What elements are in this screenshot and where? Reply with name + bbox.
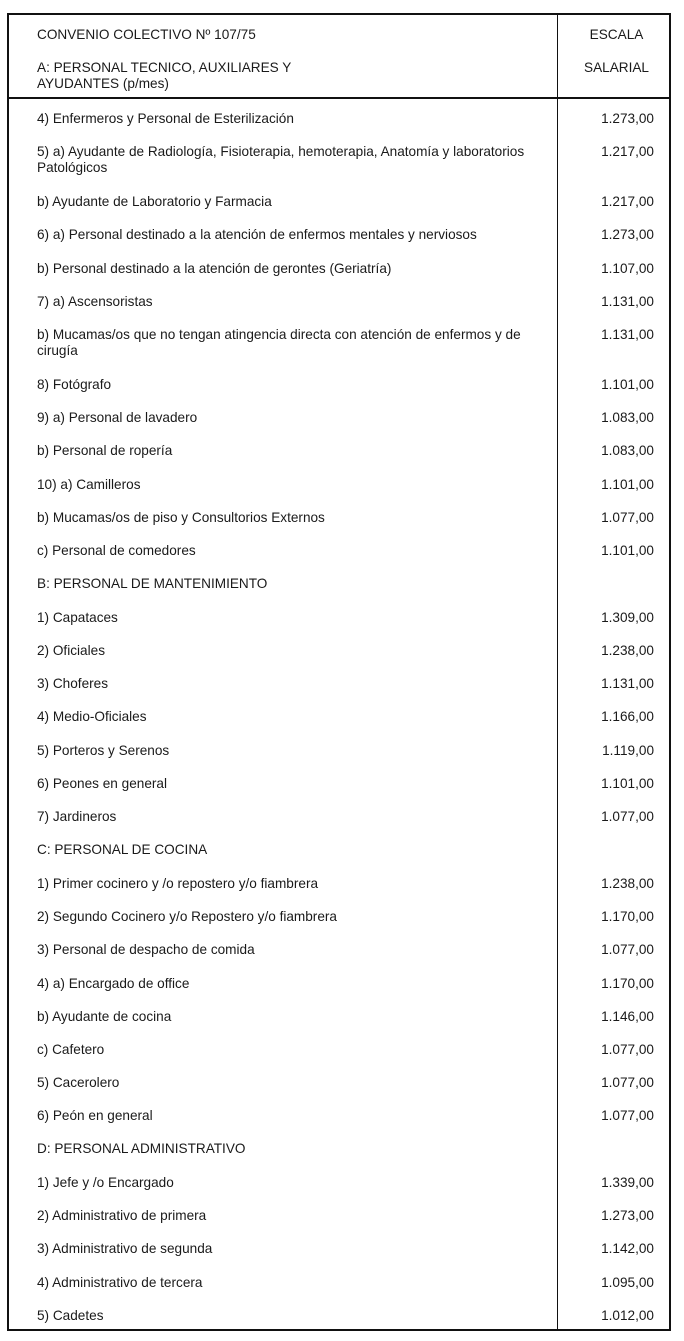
- row-label: 10) a) Camilleros: [37, 477, 141, 492]
- header-divider: [7, 97, 671, 99]
- row-value: 1.131,00: [601, 327, 654, 342]
- header-left: [37, 27, 547, 92]
- row-value: 1.101,00: [601, 543, 654, 558]
- row-label: 6) a) Personal destinado a la atención de enfermos mentales y nerviosos: [37, 227, 477, 242]
- row-value: 1.077,00: [601, 1042, 654, 1057]
- row-value: 1.131,00: [601, 294, 654, 309]
- row-value: 1.273,00: [601, 111, 654, 126]
- row-label: 9) a) Personal de lavadero: [37, 410, 198, 425]
- row-value: 1.238,00: [601, 876, 654, 891]
- section-a-heading: A: PERSONAL TECNICO, AUXILIARES Y AYUDANTES (p/mes): [37, 60, 292, 91]
- row-value: 1.077,00: [601, 942, 654, 957]
- row-value: 1.012,00: [601, 1308, 654, 1323]
- row-label: 1) Capataces: [37, 610, 118, 625]
- row-label: 3) Personal de despacho de comida: [37, 942, 255, 957]
- row-value: 1.217,00: [601, 144, 654, 159]
- row-label: 4) Enfermeros y Personal de Esterilización: [37, 111, 294, 126]
- row-value: 1.273,00: [601, 227, 654, 242]
- row-label: 2) Segundo Cocinero y/o Repostero y/o fiambrera: [37, 909, 337, 924]
- row-label: b) Mucamas/os que no tengan atingencia directa con atención de enfermos y de cirugía: [37, 327, 521, 358]
- row-value: 1.142,00: [601, 1241, 654, 1256]
- table-frame: [7, 13, 671, 1331]
- column-divider: [557, 13, 558, 1331]
- row-label: 4) Administrativo de tercera: [37, 1275, 203, 1290]
- row-value: 1.077,00: [601, 1108, 654, 1123]
- row-value: 1.166,00: [601, 709, 654, 724]
- row-value: 1.170,00: [601, 976, 654, 991]
- row-label: 5) Porteros y Serenos: [37, 743, 170, 758]
- row-value: 1.083,00: [601, 443, 654, 458]
- scale-heading: ESCALA: [589, 27, 644, 42]
- row-label: b) Personal de ropería: [37, 443, 173, 458]
- row-label: 7) Jardineros: [37, 809, 117, 824]
- row-value: 1.077,00: [601, 809, 654, 824]
- section-d-heading: D: PERSONAL ADMINISTRATIVO: [37, 1141, 246, 1156]
- row-label: 4) Medio-Oficiales: [37, 709, 147, 724]
- row-label: 5) Cacerolero: [37, 1075, 120, 1090]
- row-label: 8) Fotógrafo: [37, 377, 112, 392]
- row-label: c) Personal de comedores: [37, 543, 196, 558]
- row-value: 1.119,00: [602, 743, 654, 758]
- convention-title: CONVENIO COLECTIVO Nº 107/75: [37, 27, 256, 42]
- row-value: 1.273,00: [601, 1208, 654, 1223]
- row-label: c) Cafetero: [37, 1042, 105, 1057]
- row-label: b) Ayudante de Laboratorio y Farmacia: [37, 194, 272, 209]
- section-b-heading: B: PERSONAL DE MANTENIMIENTO: [37, 576, 268, 591]
- row-value: 1.309,00: [601, 610, 654, 625]
- row-label: b) Mucamas/os de piso y Consultorios Externos: [37, 510, 325, 525]
- row-label: 6) Peones en general: [37, 776, 167, 791]
- row-label: 1) Primer cocinero y /o repostero y/o fiambrera: [37, 876, 319, 891]
- row-label: 5) Cadetes: [37, 1308, 104, 1323]
- row-value: 1.146,00: [601, 1009, 654, 1024]
- row-label: 1) Jefe y /o Encargado: [37, 1175, 174, 1190]
- row-value: 1.077,00: [601, 510, 654, 525]
- row-value: 1.077,00: [601, 1075, 654, 1090]
- row-label: 3) Administrativo de segunda: [37, 1241, 213, 1256]
- header-right: [560, 27, 673, 76]
- salary-heading: SALARIAL: [584, 60, 649, 75]
- row-value: 1.170,00: [601, 909, 654, 924]
- row-value: 1.083,00: [601, 410, 654, 425]
- row-value: 1.339,00: [601, 1175, 654, 1190]
- row-value: 1.101,00: [601, 477, 654, 492]
- row-value: 1.217,00: [601, 194, 654, 209]
- row-label: b) Ayudante de cocina: [37, 1009, 172, 1024]
- row-label: 5) a) Ayudante de Radiología, Fisioterapia, hemoterapia, Anatomía y laboratorios Patológicos: [37, 144, 525, 175]
- row-value: 1.101,00: [601, 377, 654, 392]
- row-label: 6) Peón en general: [37, 1108, 153, 1123]
- row-value: 1.131,00: [601, 676, 654, 691]
- row-label: 2) Oficiales: [37, 643, 105, 658]
- row-label: b) Personal destinado a la atención de gerontes (Geriatría): [37, 261, 392, 276]
- section-c-heading: C: PERSONAL DE COCINA: [37, 842, 208, 857]
- row-value: 1.238,00: [601, 643, 654, 658]
- row-label: 7) a) Ascensoristas: [37, 294, 153, 309]
- row-value: 1.107,00: [601, 261, 654, 276]
- row-value: 1.101,00: [601, 776, 654, 791]
- row-label: 4) a) Encargado de office: [37, 976, 190, 991]
- row-label: 3) Choferes: [37, 676, 109, 691]
- row-value: 1.095,00: [601, 1275, 654, 1290]
- row-label: 2) Administrativo de primera: [37, 1208, 207, 1223]
